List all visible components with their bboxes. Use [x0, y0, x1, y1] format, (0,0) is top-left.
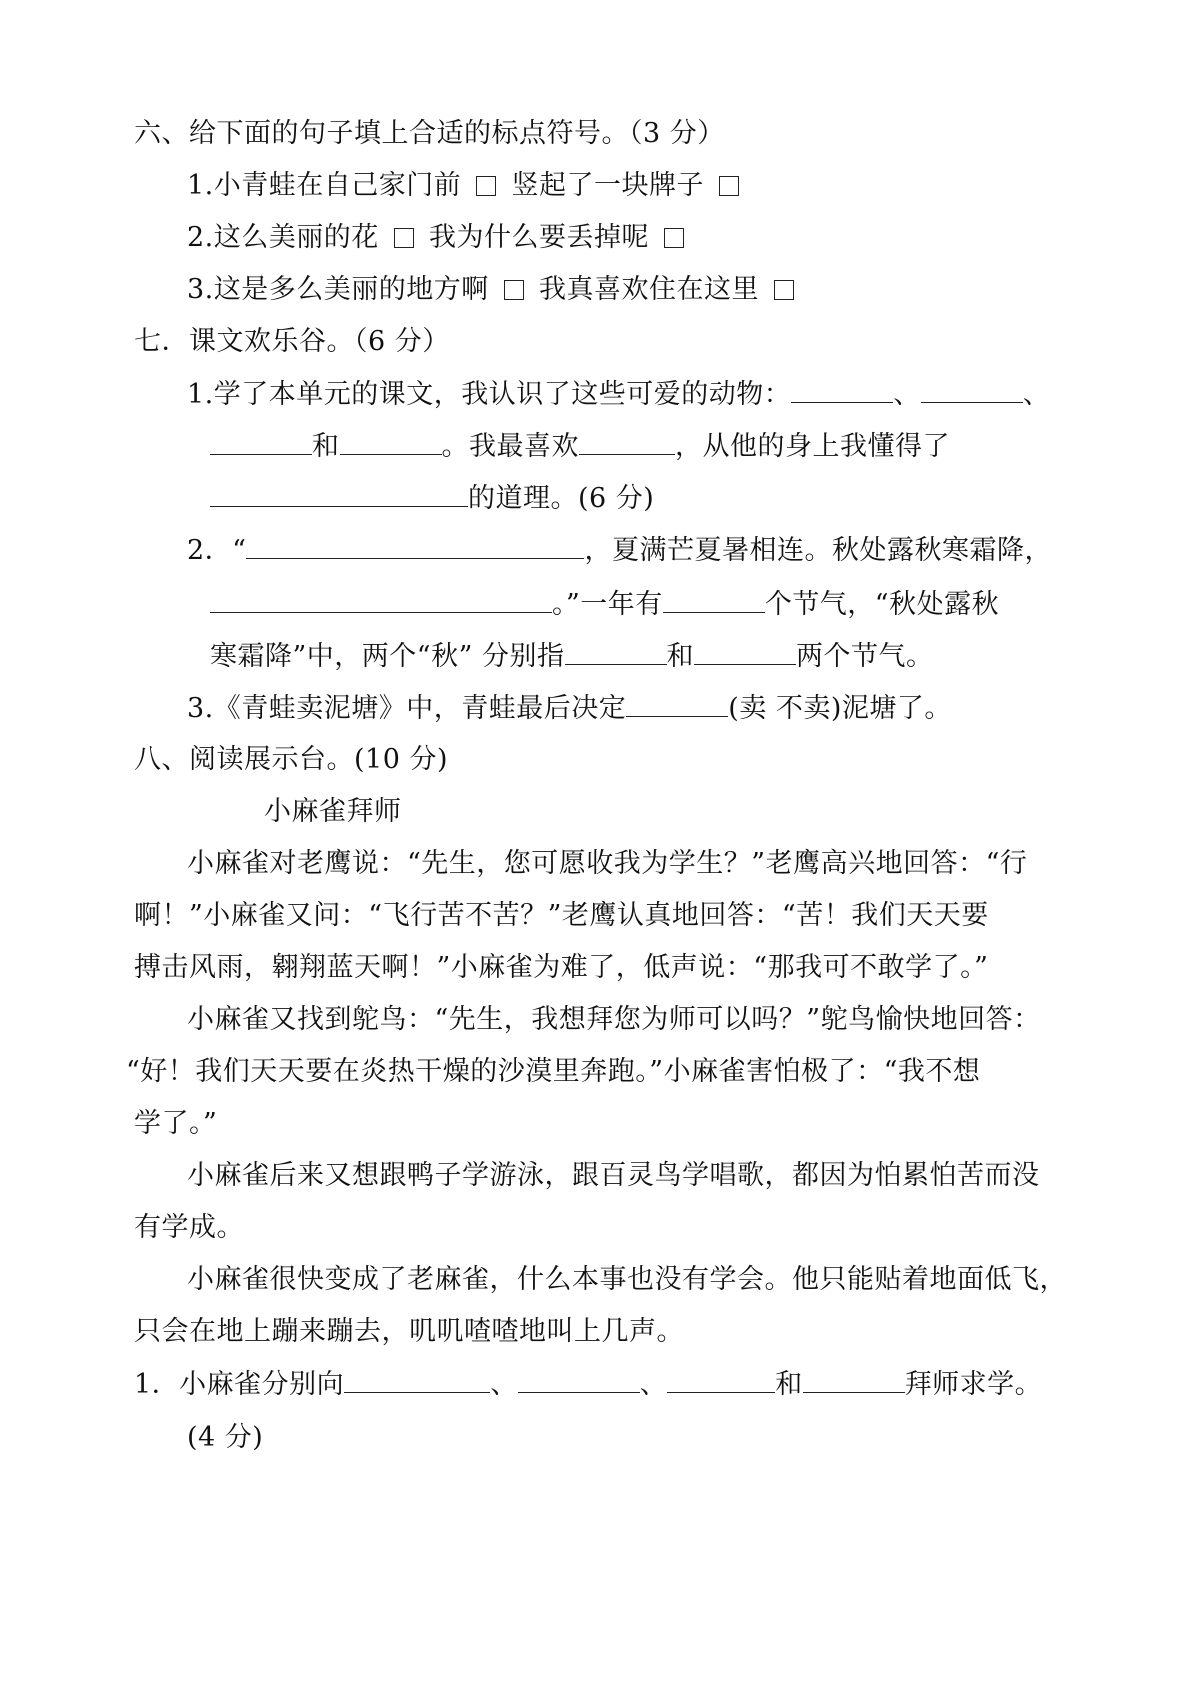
text: 。”一年有	[552, 589, 663, 620]
q8-question-1	[134, 1364, 1042, 1405]
text: 2．“	[187, 535, 247, 566]
item-number: 2.	[187, 222, 214, 253]
story-paragraph-1-line-1: 小麻雀对老鹰说：“先生，您可愿收我为学生？”老鹰高兴地回答：“行	[187, 848, 1028, 879]
separator: 、	[639, 1369, 668, 1400]
q8-question-1-score: (4 分)	[187, 1422, 264, 1453]
q7-item-1-line-1	[187, 374, 1050, 415]
punctuation-box[interactable]	[774, 280, 794, 300]
item-number: 1.	[187, 170, 214, 201]
text: 1．小麻雀分别向	[134, 1369, 345, 1400]
fill-blank[interactable]	[565, 636, 667, 665]
text: 寒霜降”中，两个“秋” 分别指	[210, 641, 565, 672]
q8-heading: 八、阅读展示台。(10 分)	[134, 744, 449, 775]
story-paragraph-2-line-1: 小麻雀又找到鸵鸟：“先生，我想拜您为师可以吗？”鸵鸟愉快地回答：	[187, 1004, 1041, 1035]
fill-blank[interactable]	[210, 478, 468, 507]
punctuation-box[interactable]	[394, 228, 414, 248]
text: 。我最喜欢	[441, 431, 579, 462]
text: 和	[775, 1369, 803, 1400]
fill-blank[interactable]	[694, 636, 796, 665]
q7-heading: 七．课文欢乐谷。（6 分）	[134, 326, 450, 357]
q6-item-1	[187, 166, 745, 206]
sentence-part: 我真喜欢住在这里	[538, 274, 759, 305]
text: 个节气，“秋处露秋	[764, 589, 1000, 620]
q7-item-1-line-3	[210, 478, 654, 519]
text: 拜师求学。	[904, 1369, 1043, 1400]
text: 1.学了本单元的课文，我认识了这些可爱的动物：	[187, 379, 792, 410]
fill-blank[interactable]	[210, 584, 552, 613]
q7-item-1-line-2	[210, 426, 950, 467]
fill-blank[interactable]	[340, 426, 442, 455]
text: 和	[312, 431, 340, 462]
story-paragraph-3-line-1: 小麻雀后来又想跟鸭子学游泳，跟百灵鸟学唱歌，都因为怕累怕苦而没	[187, 1160, 1040, 1191]
q6-item-3	[187, 270, 800, 310]
fill-blank[interactable]	[210, 426, 312, 455]
item-number: 3.	[187, 274, 214, 305]
q7-item-3	[187, 688, 952, 729]
story-paragraph-3-line-2: 有学成。	[134, 1212, 244, 1243]
punctuation-box[interactable]	[476, 176, 496, 196]
text: 两个节气。	[796, 641, 934, 672]
sentence-part: 竖起了一块牌子	[511, 170, 704, 201]
punctuation-box[interactable]	[504, 280, 524, 300]
fill-blank[interactable]	[803, 1364, 905, 1393]
fill-blank[interactable]	[663, 584, 765, 613]
text: 和	[666, 641, 694, 672]
story-paragraph-2-line-2: “好！我们天天要在炎热干燥的沙漠里奔跑。”小麻雀害怕极了：“我不想	[126, 1056, 981, 1087]
text: ，从他的身上我懂得了	[675, 431, 950, 462]
fill-blank[interactable]	[626, 688, 728, 717]
fill-blank[interactable]	[246, 530, 584, 559]
sentence-part: 这是多么美丽的地方啊	[213, 274, 489, 305]
text: 3.《青蛙卖泥塘》中，青蛙最后决定	[187, 693, 627, 724]
story-paragraph-4-line-1: 小麻雀很快变成了老麻雀，什么本事也没有学会。他只能贴着地面低飞，	[187, 1264, 1067, 1295]
q7-item-2-line-2	[210, 584, 999, 625]
q7-item-2-line-3	[210, 636, 934, 677]
fill-blank[interactable]	[518, 1364, 640, 1393]
fill-blank[interactable]	[667, 1364, 775, 1393]
punctuation-box[interactable]	[719, 176, 739, 196]
sentence-part: 我为什么要丢掉呢	[428, 222, 649, 253]
separator: 、	[893, 379, 921, 410]
fill-blank[interactable]	[921, 374, 1023, 403]
fill-blank[interactable]	[344, 1364, 490, 1393]
q6-item-2	[187, 218, 690, 258]
story-paragraph-1-line-3: 搏击风雨，翱翔蓝天啊！”小麻雀为难了，低声说：“那我可不敢学了。”	[134, 952, 989, 983]
fill-blank[interactable]	[791, 374, 893, 403]
q6-heading: 六、给下面的句子填上合适的标点符号。（3 分）	[134, 118, 725, 149]
punctuation-box[interactable]	[664, 228, 684, 248]
story-paragraph-4-line-2: 只会在地上蹦来蹦去，叽叽喳喳地叫上几声。	[134, 1316, 684, 1347]
story-title: 小麻雀拜师	[264, 796, 402, 827]
q7-item-2-line-1	[187, 530, 1052, 571]
text: ，夏满芒夏暑相连。秋处露秋寒霜降，	[584, 535, 1052, 566]
story-paragraph-1-line-2: 啊！”小麻雀又问：“飞行苦不苦？”老鹰认真地回答：“苦！我们天天要	[134, 900, 989, 931]
story-paragraph-2-line-3: 学了。”	[134, 1108, 218, 1139]
separator: 、	[1022, 379, 1051, 410]
text: (卖 不卖)泥塘了。	[728, 693, 952, 724]
sentence-part: 小青蛙在自己家门前	[213, 170, 462, 201]
sentence-part: 这么美丽的花	[213, 222, 379, 253]
fill-blank[interactable]	[579, 426, 675, 455]
text: 的道理。(6 分)	[468, 483, 655, 514]
separator: 、	[490, 1369, 518, 1400]
